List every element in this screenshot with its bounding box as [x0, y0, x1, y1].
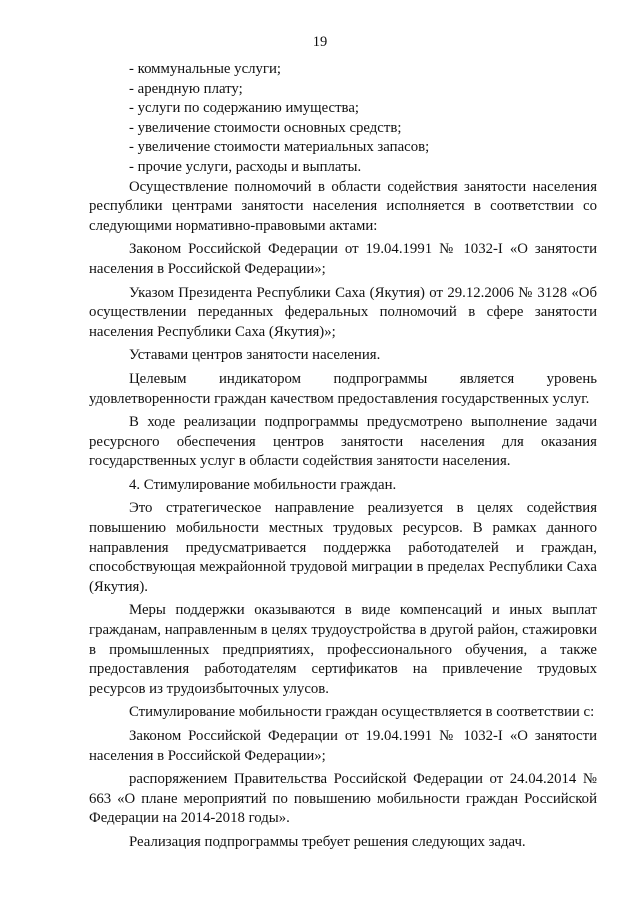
paragraph: Это стратегическое направление реализуется в целях содействия повышению мобильности местных трудовых ресурсов. В рамках данного направления предусматривается поддержка работодателей и граждан, способствующая межрайонной трудовой миграции в пределах Республики Саха (Якутия).: [89, 500, 597, 595]
paragraph: распоряжением Правительства Российской Федерации от 24.04.2014 № 663 «О плане мероприятий по повышению мобильности граждан Российской Федерации на 2014-2018 годы».: [89, 771, 597, 827]
list-item: - прочие услуги, расходы и выплаты.: [129, 158, 362, 175]
section-heading: 4. Стимулирование мобильности граждан.: [129, 476, 397, 493]
paragraph: Законом Российской Федерации от 19.04.1991 № 1032-I «О занятости населения в Российской Федерации»;: [89, 241, 597, 277]
list-item: - арендную плату;: [129, 80, 243, 97]
paragraph: Законом Российской Федерации от 19.04.1991 № 1032-I «О занятости населения в Российской Федерации»;: [89, 728, 597, 764]
paragraph: В ходе реализации подпрограммы предусмотрено выполнение задачи ресурсного обеспечения центров занятости населения для оказания государственных услуг в области содействия занятости населения.: [89, 414, 597, 470]
document-body: [89, 60, 597, 853]
list-item: - увеличение стоимости основных средств;: [129, 119, 402, 136]
paragraph: Целевым индикатором подпрограммы является уровень удовлетворенности граждан качеством предоставления государственных услуг.: [89, 370, 597, 407]
paragraph: Уставами центров занятости населения.: [129, 347, 381, 364]
paragraph: Осуществление полномочий в области содействия занятости населения республики центрами занятости населения исполняется в соответствии со следующими нормативно-правовыми актами:: [89, 178, 597, 234]
paragraph: Реализация подпрограммы требует решения следующих задач.: [129, 833, 526, 850]
list-item: - увеличение стоимости материальных запасов;: [129, 139, 430, 156]
list-item: - коммунальные услуги;: [129, 61, 282, 77]
paragraph: Стимулирование мобильности граждан осуществляется в соответствии с:: [129, 704, 595, 721]
paragraph: Меры поддержки оказываются в виде компенсаций и иных выплат гражданам, направленным в целях трудоустройства в другой район, стажировки в промышленных предприятиях, профессионального обучения, а также предоставления работодателям сертификатов на привлечение трудовых ресурсов из трудоизбыточных улусов.: [89, 602, 597, 697]
page-number: 19: [312, 34, 328, 50]
paragraph: Указом Президента Республики Саха (Якутия) от 29.12.2006 № 3128 «Об осуществлении переданных федеральных полномочий в сфере занятости населения Республики Саха (Якутия)»;: [89, 284, 597, 340]
list-item: - услуги по содержанию имущества;: [129, 100, 360, 117]
